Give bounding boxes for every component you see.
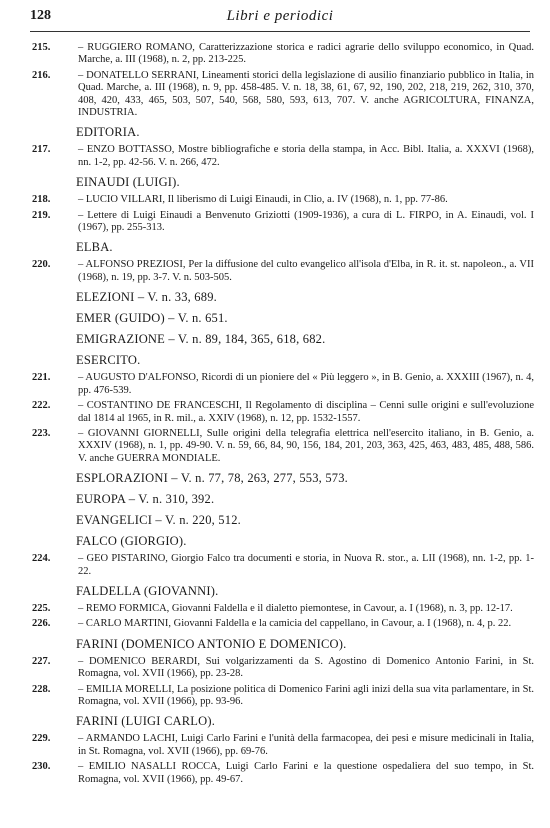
entry-number: 217. <box>32 144 51 156</box>
entry-number: 216. <box>32 69 51 81</box>
entry-text: – DONATELLO SERRANI, Lineamenti storici della legislazione di ausilio finanziario pubblico in Italia, in Quad. Marche, a. III (1968), n. 9, pp. 458-485. V. n. 18, 38, 61, 67, 92, 190, 202, 218, 219, 262, 310, 370, 408, 420, 433, 465, 503, 507, 540, 568, 580, 593, 613, 707. V. anche AGRICOLTURA, FINANZA, INDUSTRIA. <box>78 69 534 119</box>
bibliography-entry <box>32 618 534 630</box>
page-header <box>30 8 530 28</box>
header-rule <box>30 31 530 32</box>
bibliography-entry <box>32 684 534 709</box>
entry-text: – CARLO MARTINI, Giovanni Faldella e la camicia del cappellano, in Cavour, a. I (1968), n. 4, p. 22. <box>78 618 512 630</box>
entry-text: – GEO PISTARINO, Giorgio Falco tra documenti e storia, in Nuova R. stor., a. LII (1968), nn. 1-2, pp. 1-22. <box>78 553 534 577</box>
entry-text: – DOMENICO BERARDI, Sui volgarizzamenti da S. Agostino di Domenico Antonio Farini, in St. Romagna, vol. XVII (1966), pp. 23-28. <box>78 655 534 680</box>
subject-heading: ESERCITO. <box>76 353 141 368</box>
entry-text: – COSTANTINO DE FRANCESCHI, Il Regolamento di disciplina – Cenni sulle origini e sull'evoluzione dal 1814 al 1965, in R. mil., a. XXIV (1968), n. 12, pp. 1532-1557. <box>78 400 534 424</box>
subject-heading: FALDELLA (GIOVANNI). <box>76 583 219 598</box>
entry-text: – AUGUSTO D'ALFONSO, Ricordi di un pioniere del « Più leggero », in B. Genio, a. XXXIII (1967), n. 4, pp. 476-539. <box>78 372 534 396</box>
entry-text: – ALFONSO PREZIOSI, Per la diffusione del culto evangelico all'isola d'Elba, in R. it. st. napoleon., a. VII (1968), n. 19, pp. 3-7. V. n. 503-505. <box>78 259 534 283</box>
entry-number: 226. <box>32 618 51 630</box>
entry-number: 230. <box>32 761 51 773</box>
bibliography-entry <box>32 194 534 206</box>
bibliography-entry <box>32 70 534 120</box>
entry-number: 220. <box>32 259 51 271</box>
entry-text: – ARMANDO LACHI, Luigi Carlo Farini e l'unità della farmacopea, dei pesi e misure medicinali in Italia, in St. Romagna, vol. XVII (1966), pp. 69-76. <box>78 733 534 757</box>
bibliography-entry <box>32 761 534 786</box>
subject-heading: EMIGRAZIONE – V. n. 89, 184, 365, 618, 682. <box>76 332 326 347</box>
entry-number: 215. <box>32 42 51 53</box>
entry-text: – LUCIO VILLARI, Il liberismo di Luigi Einaudi, in Clio, a. IV (1968), n. 1, pp. 77-86. <box>78 194 448 206</box>
subject-heading: ESPLORAZIONI – V. n. 77, 78, 263, 277, 553, 573. <box>76 471 348 486</box>
bibliography-entry <box>32 656 534 681</box>
subject-heading: ELEZIONI – V. n. 33, 689. <box>76 290 217 305</box>
subject-heading: ELBA. <box>76 240 113 255</box>
subject-heading: EMER (GUIDO) – V. n. 651. <box>76 311 228 326</box>
bibliography-entry <box>32 259 534 284</box>
entry-text: – GIOVANNI GIORNELLI, Sulle origini della telegrafia elettrica nell'esercito italiano, in B. Genio, a. XXXIV (1968), n. 1, pp. 49-90. V. n. 59, 66, 84, 90, 156, 184, 201, 203, 363, 425, 463, 483, 485, 488, 586. V. anche GUERRA MONDIALE. <box>78 427 534 464</box>
bibliography-list <box>32 42 534 789</box>
entry-number: 225. <box>32 602 51 614</box>
bibliography-entry <box>32 603 534 615</box>
running-title: Libri e periodici <box>226 8 334 24</box>
entry-number: 219. <box>32 209 51 221</box>
entry-number: 228. <box>32 683 51 695</box>
entry-number: 229. <box>32 733 51 745</box>
entry-number: 222. <box>32 400 51 412</box>
entry-text: – Lettere di Luigi Einaudi a Benvenuto Griziotti (1909-1936), a cura di L. FIRPO, in A. Einaudi, vol. I (1967), pp. 255-313. <box>78 209 534 234</box>
bibliography-entry <box>32 733 534 758</box>
entry-number: 224. <box>32 553 51 565</box>
bibliography-entry <box>32 144 534 169</box>
entry-text: – EMILIA MORELLI, La posizione politica di Domenico Farini agli inizi della sua vita parlamentare, in St. Romagna, vol. XVII (1966), pp. 93-96. <box>78 683 534 707</box>
bibliography-entry <box>32 42 534 67</box>
entry-number: 218. <box>32 194 51 206</box>
subject-heading: FARINI (LUIGI CARLO). <box>76 714 216 729</box>
entry-number: 227. <box>32 655 51 667</box>
entry-text: – REMO FORMICA, Giovanni Faldella e il dialetto piemontese, in Cavour, a. I (1968), n. 3, pp. 12-17. <box>78 602 513 614</box>
subject-heading: EUROPA – V. n. 310, 392. <box>76 492 215 507</box>
subject-heading: EINAUDI (LUIGI). <box>76 175 180 190</box>
bibliography-entry <box>32 553 534 578</box>
page-number: 128 <box>30 8 51 23</box>
subject-heading: FALCO (GIORGIO). <box>76 534 187 549</box>
subject-heading: EDITORIA. <box>76 125 140 140</box>
bibliography-entry <box>32 210 534 235</box>
bibliography-entry <box>32 372 534 397</box>
bibliography-entry <box>32 428 534 465</box>
entry-text: – ENZO BOTTASSO, Mostre bibliografiche e storia della stampa, in Acc. Bibl. Italia, a. XXXVI (1968), nn. 1-2, pp. 42-56. V. n. 266, 472. <box>78 144 534 168</box>
bibliography-entry <box>32 400 534 425</box>
entry-text: – EMILIO NASALLI ROCCA, Luigi Carlo Farini e la questione ospedaliera del suo tempo, in St. Romagna, vol. XVII (1966), pp. 49-67. <box>78 761 534 785</box>
entry-number: 223. <box>32 427 51 439</box>
entry-number: 221. <box>32 372 51 384</box>
subject-heading: EVANGELICI – V. n. 220, 512. <box>76 513 241 528</box>
subject-heading: FARINI (DOMENICO ANTONIO E DOMENICO). <box>76 636 347 651</box>
entry-text: – RUGGIERO ROMANO, Caratterizzazione storica e radici agrarie dello sviluppo economico, in Quad. Marche, a. III (1968), n. 2, pp. 213-225. <box>78 42 534 66</box>
